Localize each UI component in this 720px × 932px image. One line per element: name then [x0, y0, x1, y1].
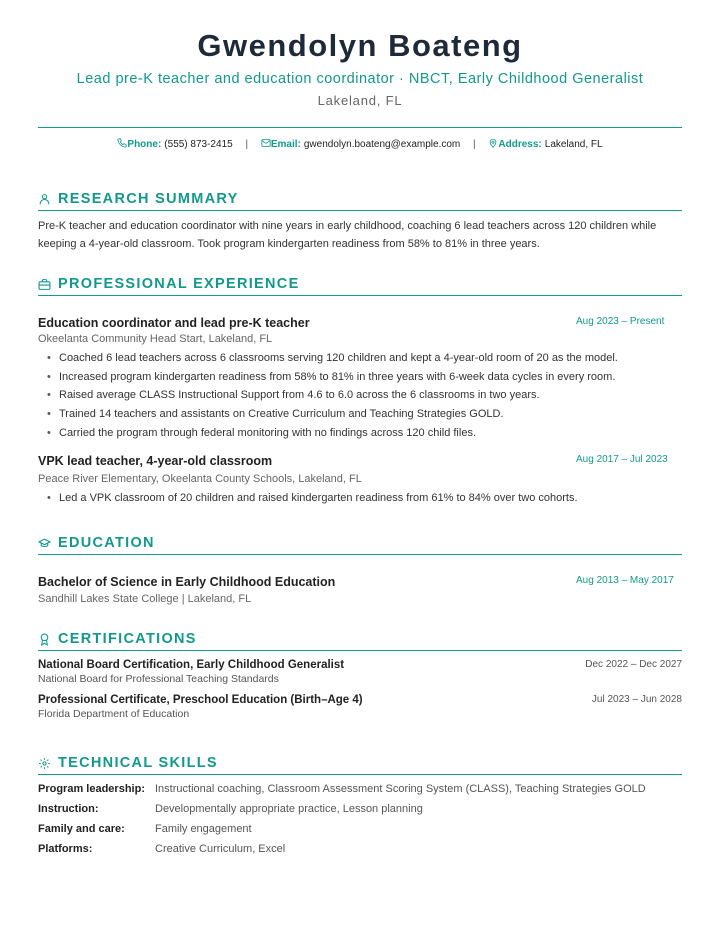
role-bullets	[38, 489, 682, 508]
contact-separator: |	[473, 139, 476, 150]
section-header	[38, 191, 682, 211]
experience-entry	[38, 454, 682, 508]
contact-separator: |	[245, 139, 249, 150]
role-title: VPK lead teacher, 4-year-old classroom	[38, 453, 273, 468]
section-header	[38, 276, 682, 296]
role-bullets	[38, 349, 682, 443]
section-title: TECHNICAL SKILLS	[58, 755, 218, 771]
bullet-item: • Increased program kindergarten readiness from 58% to 81% in three years with 6-week data cycles in every room.	[38, 368, 682, 387]
certification-dates: Dec 2022 – Dec 2027	[585, 659, 682, 670]
certification-issuer: Florida Department of Education	[38, 708, 190, 720]
header-location: Lakeland, FL	[317, 93, 403, 108]
summary-text: Pre-K teacher and education coordinator with nine years in early childhood, coaching 6 lead teachers across 120 children while keeping a 4-year-old classroom. Took program kindergarten readiness from 58% to 81% in three years.	[38, 220, 657, 250]
skill-value: Developmentally appropriate practice, Lesson planning	[155, 803, 423, 815]
degree-title: Bachelor of Science in Early Childhood Education	[38, 575, 336, 589]
skill-row	[38, 819, 682, 839]
certification-entry	[38, 659, 682, 685]
bullet-item: • Coached 6 lead teachers across 6 classrooms serving 120 children and kept a 4-year-old room of 20 as the model.	[38, 349, 682, 368]
skill-label: Family and care:	[38, 823, 125, 835]
phone-icon	[117, 138, 127, 148]
summary-section	[38, 191, 682, 253]
education-dates: Aug 2013 – May 2017	[576, 575, 674, 586]
contact-bar	[38, 127, 682, 150]
bullet-item: • Led a VPK classroom of 20 children and raised kindergarten readiness from 61% to 84% over two cohorts.	[38, 489, 682, 508]
education-entry	[38, 575, 682, 605]
skill-value: Instructional coaching, Classroom Assessment Scoring System (CLASS), Teaching Strategies GOLD	[155, 783, 646, 795]
person-icon	[38, 193, 51, 206]
candidate-name: Gwendolyn Boateng	[197, 28, 523, 63]
skill-row	[38, 839, 682, 859]
role-organization: Okeelanta Community Head Start, Lakeland, FL	[38, 333, 273, 345]
phone-value[interactable]: (555) 873-2415	[164, 139, 233, 150]
section-title: RESEARCH SUMMARY	[58, 191, 239, 207]
graduation-cap-icon	[38, 537, 51, 550]
role-organization: Peace River Elementary, Okeelanta County Schools, Lakeland, FL	[38, 472, 362, 485]
certification-dates: Jul 2023 – Jun 2028	[591, 694, 682, 705]
skills-list	[38, 779, 682, 859]
section-title: CERTIFICATIONS	[58, 631, 197, 647]
role-dates: Aug 2023 – Present	[576, 316, 665, 327]
section-title: EDUCATION	[58, 535, 155, 551]
skill-row	[38, 799, 682, 819]
email-value[interactable]: gwendolyn.boateng@example.com	[303, 139, 461, 150]
experience-section	[38, 276, 682, 507]
bullet-item: • Trained 14 teachers and assistants on Creative Curriculum and Teaching Strategies GOLD.	[38, 405, 682, 424]
email-label: Email:	[270, 139, 301, 150]
skill-label: Instruction:	[38, 803, 99, 815]
certification-entry	[38, 694, 682, 720]
school-name: Sandhill Lakes State College | Lakeland, FL	[38, 593, 252, 605]
certification-issuer: National Board for Professional Teaching Standards	[38, 673, 279, 685]
headline: Lead pre-K teacher and education coordinator · NBCT, Early Childhood Generalist	[76, 71, 644, 87]
location-icon	[488, 138, 498, 148]
phone-label: Phone:	[127, 139, 162, 150]
certifications-section	[38, 631, 682, 720]
education-section	[38, 535, 682, 605]
section-header	[38, 631, 682, 651]
section-header	[38, 535, 682, 555]
award-icon	[38, 633, 51, 646]
skill-label: Platforms:	[38, 843, 93, 855]
role-title: Education coordinator and lead pre-K teacher	[38, 316, 310, 330]
bullet-item: • Carried the program through federal monitoring with no findings across 120 child files.	[38, 424, 682, 443]
skill-label: Program leadership:	[38, 783, 145, 795]
briefcase-icon	[38, 278, 51, 291]
section-title: PROFESSIONAL EXPERIENCE	[58, 276, 300, 292]
certification-title: Professional Certificate, Preschool Education (Birth–Age 4)	[38, 694, 363, 706]
gear-icon	[38, 757, 51, 770]
skill-value: Family engagement	[155, 823, 252, 835]
skill-row	[38, 779, 682, 799]
skills-section	[38, 755, 682, 859]
address-value: Lakeland, FL	[544, 139, 603, 150]
address-label: Address:	[498, 139, 542, 150]
skill-value: Creative Curriculum, Excel	[155, 843, 286, 855]
bullet-item: • Raised average CLASS Instructional Support from 4.6 to 6.0 across the 6 classrooms in two years.	[38, 386, 682, 405]
resume-header	[0, 0, 720, 110]
experience-entry	[38, 316, 682, 443]
email-icon	[261, 138, 271, 148]
section-header	[38, 755, 682, 775]
role-dates: Aug 2017 – Jul 2023	[576, 453, 668, 465]
certification-title: National Board Certification, Early Childhood Generalist	[38, 659, 345, 671]
